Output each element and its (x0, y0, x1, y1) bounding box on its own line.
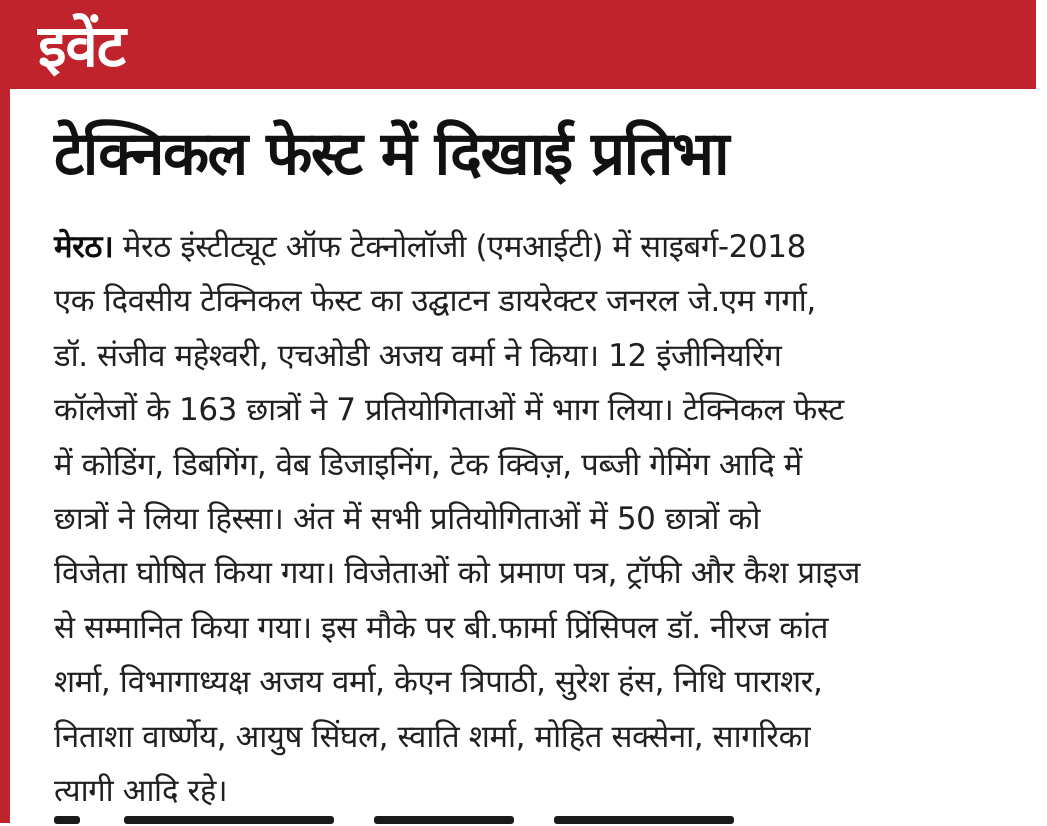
article-line: डॉ. संजीव महेश्वरी, एचओडी अजय वर्मा ने किया। 12 इंजीनियरिंग (54, 337, 782, 374)
section-rule (0, 0, 10, 823)
article-headline: टेक्निकल फेस्ट में दिखाई प्रतिभा (54, 119, 729, 189)
article-dateline: मेरठ। (54, 229, 114, 265)
section-label: इवेंट (38, 12, 125, 80)
article-body (54, 220, 1024, 818)
cropped-next-headline (54, 806, 814, 826)
section-header-band (0, 0, 1036, 89)
article-line: निताशा वार्ष्णेय, आयुष सिंघल, स्वाति शर्मा, मोहित सक्सेना, सागरिका (54, 718, 811, 755)
article-line (54, 220, 1024, 274)
article-line: छात्रों ने लिया हिस्सा। अंत में सभी प्रतियोगिताओं में 50 छात्रों को (54, 500, 760, 537)
page-margin (1036, 0, 1047, 823)
article-line: में कोडिंग, डिबगिंग, वेब डिजाइनिंग, टेक क्विज़, पब्जी गेमिंग आदि में (54, 446, 802, 483)
article-line: विजेता घोषित किया गया। विजेताओं को प्रमाण पत्र, ट्रॉफी और कैश प्राइज (54, 555, 861, 592)
article-line: त्यागी आदि रहे। (54, 772, 228, 809)
article-line: से सम्मानित किया गया। इस मौके पर बी.फार्मा प्रिंसिपल डॉ. नीरज कांत (54, 609, 828, 646)
article-line: एक दिवसीय टेक्निकल फेस्ट का उद्घाटन डायरेक्टर जनरल जे.एम गर्गा, (54, 283, 816, 320)
article-line: शर्मा, विभागाध्यक्ष अजय वर्मा, केएन त्रिपाठी, सुरेश हंस, निधि पाराशर, (54, 664, 823, 701)
article-line-text: मेरठ इंस्टीट्यूट ऑफ टेक्नोलॉजी (एमआईटी) में साइबर्ग-2018 (113, 229, 806, 265)
article-line: कॉलेजों के 163 छात्रों ने 7 प्रतियोगिताओं में भाग लिया। टेक्निकल फेस्ट (54, 392, 844, 429)
